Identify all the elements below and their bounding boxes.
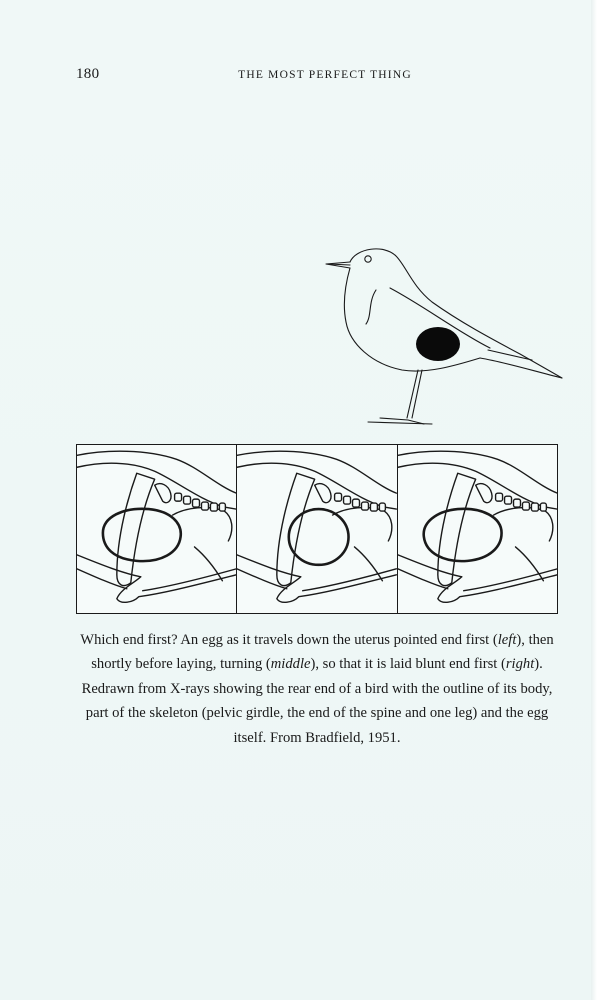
figure-caption: [72, 628, 562, 750]
caption-emphasis-right: right: [505, 656, 535, 673]
caption-emphasis-middle: middle: [270, 656, 311, 673]
page-edge: [591, 0, 597, 1000]
caption-text-3: ), so that it is laid blunt end first (: [310, 656, 506, 673]
xray-panel-right: [398, 445, 557, 613]
bird-illustration: [320, 240, 570, 435]
xray-panel-left: [77, 445, 237, 613]
page-number: 180: [76, 66, 100, 82]
xray-right-drawing: [398, 445, 557, 613]
xray-panel-middle: [237, 445, 397, 613]
caption-text-2: ), then shortly before laying, turning (: [91, 632, 554, 673]
caption-text-4: ). Redrawn from X-rays showing the rear end of a bird with the outline of its body, part of the skeleton (pelvic girdle, the end of the spine and one leg) and the egg itself. From Bradfield, 1951.: [81, 656, 553, 746]
caption-text-1: Which end first? An egg as it travels down the uterus pointed end first (: [80, 632, 498, 648]
caption-emphasis-left: left: [497, 632, 517, 648]
xray-left-drawing: [77, 445, 236, 613]
running-title: THE MOST PERFECT THING: [238, 69, 412, 81]
egg-marker: [416, 327, 460, 361]
xray-figure: [76, 444, 558, 614]
xray-middle-drawing: [237, 445, 396, 613]
